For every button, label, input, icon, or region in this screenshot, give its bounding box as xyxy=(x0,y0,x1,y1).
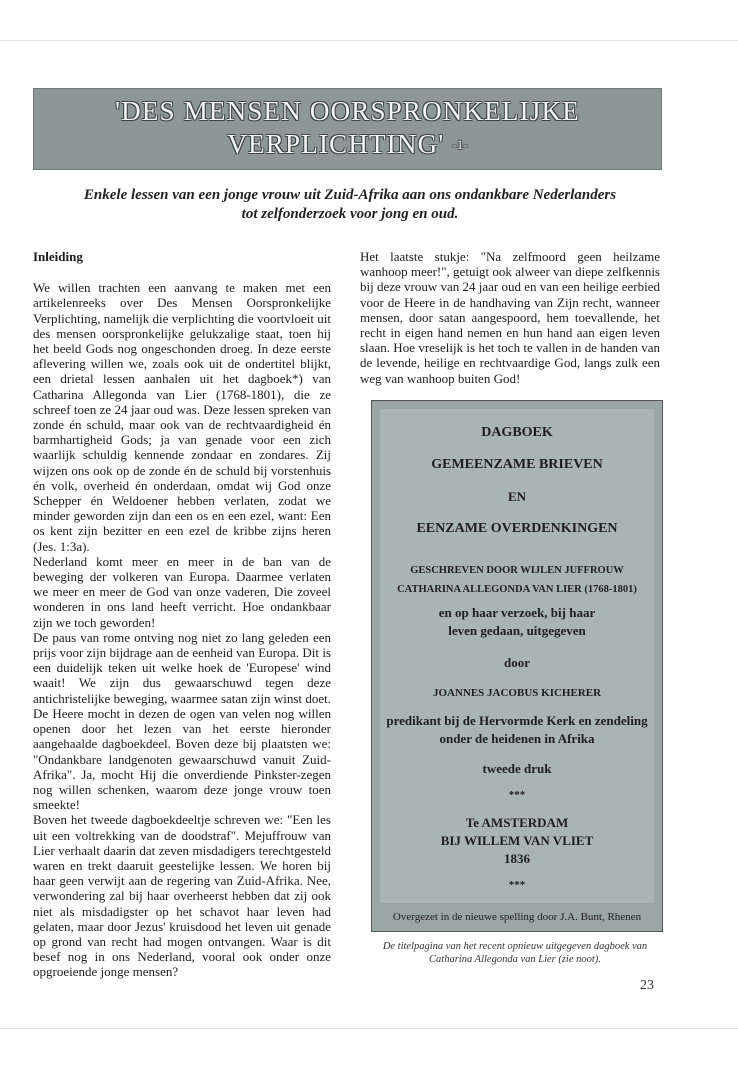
tb-eenzame-overdenkingen: EENZAME OVERDENKINGEN xyxy=(416,521,618,536)
book-title-page xyxy=(380,409,654,903)
tb-en: EN xyxy=(507,489,527,504)
tb-spelling-note: Overgezet in de nieuwe spelling door J.A. Bunt, Rhenen xyxy=(392,911,642,923)
tb-op-haar-verzoek: en op haar verzoek, bij haar xyxy=(438,605,596,620)
article-title-banner xyxy=(33,88,662,170)
tb-te-amsterdam: Te AMSTERDAM xyxy=(465,815,569,830)
title-part-number: -1- xyxy=(452,137,468,152)
paragraph-intro: We willen trachten een aanvang te maken met een artikelenreeks over Des Mensen Oorspronkelijke Verplichting, namelijk die verplichting die voortvloeit uit des mensen oorspronkelijke gelukzalige staat, toen hij het beeld Gods nog ongeschonden droeg. In deze eerste aflevering willen we, zoals ook uit de ondertitel blijkt, een drietal lessen aanhalen uit het dagboek*) van Catharina Allegonda van Lier (1768-1801), die ze schreef toen ze 24 jaar oud was. Deze lessen spreken van zonde én schuld, maar ook van de rechtvaardigheid én barmhartigheid Gods; ja van genade voor een zich waarlijk schuldig kennende zondaar en zondares. Zij wijzen ons ook op de zonde én de schuld bij vorstenhuis én volk, overheid én onderdaan, omdat wij God onze Schepper én Weldoener hebben verlaten, zodat we minder geworden zijn dan een os en een ezel, want: Een os kent zijn bezitter en een ezel de kribbe zijns heren (Jes. 1:3a). xyxy=(33,280,331,554)
left-column xyxy=(33,249,331,980)
image-caption xyxy=(360,940,670,966)
tb-editor-name: JOANNES JACOBUS KICHERER xyxy=(432,687,602,699)
tb-leven-gedaan: leven gedaan, uitgegeven xyxy=(448,623,586,638)
caption-line-1: De titelpagina van het recent opnieuw uitgegeven dagboek van xyxy=(382,941,648,952)
caption-line-2: Catharina Allegonda van Lier (zie noot). xyxy=(429,954,601,965)
tb-door: door xyxy=(504,655,530,670)
article-subtitle xyxy=(40,186,660,224)
top-divider xyxy=(0,40,738,41)
right-column xyxy=(360,249,660,386)
paragraph-dagboekdeeltje: Boven het tweede dagboekdeeltje schreven we: "Een les uit een voltrekking van de doodstraf". Mejuffrouw van Lier verhaalt daarin dat zeven misdadigers terechtgesteld waren en trekt daaruit geestelijke lessen. We horen bij haar geen verwijt aan de regering van Zuid-Afrika. Nee, verwondering zal bij haar overheerst hebben dat zij ook niet als misdadigster op het schavot haar leven had gelaten, maar door Jezus' kruisdood het leven uit genade op grond van recht had mogen ontvangen. Waar is dit besef nog in ons Nederland, vooral ook onder onze opgroeiende jonge mensen? xyxy=(33,812,331,980)
tb-publisher: BIJ WILLEM VAN VLIET xyxy=(440,833,594,848)
tb-separator-1: *** xyxy=(508,789,526,801)
tb-geschreven-door: GESCHREVEN DOOR WIJLEN JUFFROUW xyxy=(410,565,624,576)
title-line-1: 'DES MENSEN OORSPRONKELIJKE xyxy=(115,96,580,126)
paragraph-nederland: Nederland komt meer en meer in de ban van de beweging der volkeren van Europa. Daarmee verlaten we meer en meer de God van onze vaderen, Die zoveel wonderen in ons land heeft verricht. Hoe ondankbaar zijn we toch geworden! xyxy=(33,553,331,630)
bottom-divider xyxy=(0,1028,738,1029)
title-line-2 xyxy=(34,128,661,161)
tb-dagboek: DAGBOEK xyxy=(481,425,553,440)
tb-onder-de-heidenen: onder de heidenen in Afrika xyxy=(439,731,595,746)
tb-gemeenzame-brieven: GEMEENZAME BRIEVEN xyxy=(431,457,603,472)
book-title-page-box xyxy=(371,400,663,932)
title-line-2-text: VERPLICHTING' xyxy=(227,129,445,159)
tb-separator-2: *** xyxy=(508,879,526,891)
section-heading: Inleiding xyxy=(33,249,83,264)
paragraph-paus: De paus van rome ontving nog niet zo lang geleden een prijs voor zijn bijdrage aan de eenheid van Europa. Dit is een duidelijk teken uit welke hoek de 'Europese' wind waait! We zijn dus gewaarschuwd tegen deze antichristelijke beweging, waarmee satan zijn winst doet. De Heere mocht in dezen de ogen van velen nog willen openen door het lezen van het eerste hieronder aangehaalde dagboekdeel. Boven deze bij plaatsten we: "Ondankbare landgenoten gewaarschuwd vanuit Zuid-Afrika". Ja, mocht Hij die onverdiende Pinkster-zegen nog willen schenken, waarom deze jonge vrouw toen smeekte! xyxy=(33,629,331,813)
tb-predikant: predikant bij de Hervormde Kerk en zendeling xyxy=(386,713,648,728)
subtitle-line-2: tot zelfonderzoek voor jong en oud. xyxy=(241,206,459,222)
page-number: 23 xyxy=(640,978,654,993)
tb-year: 1836 xyxy=(504,851,530,866)
tb-tweede-druk: tweede druk xyxy=(482,761,552,776)
subtitle-line-1: Enkele lessen van een jonge vrouw uit Zuid-Afrika aan ons ondankbare Nederlanders xyxy=(83,187,617,203)
tb-author-name: CATHARINA ALLEGONDA VAN LIER (1768-1801) xyxy=(397,584,637,595)
paragraph-zelfmoord: Het laatste stukje: "Na zelfmoord geen heilzame wanhoop meer!", getuigt ook alweer van diepe zelfkennis bij deze vrouw van 24 jaar oud en van een heilige eerbied voor de Heere in de handhaving van Zijn recht, wanneer mensen, door satan aangespoord, hem toevallende, het recht in eigen hand nemen en hun hand aan eigen leven slaan. Hoe vreselijk is het toch te vallen in de handen van de levende, heilige en rechtvaardige God, langs zulk een weg van wanhoop buiten God! xyxy=(360,249,660,386)
